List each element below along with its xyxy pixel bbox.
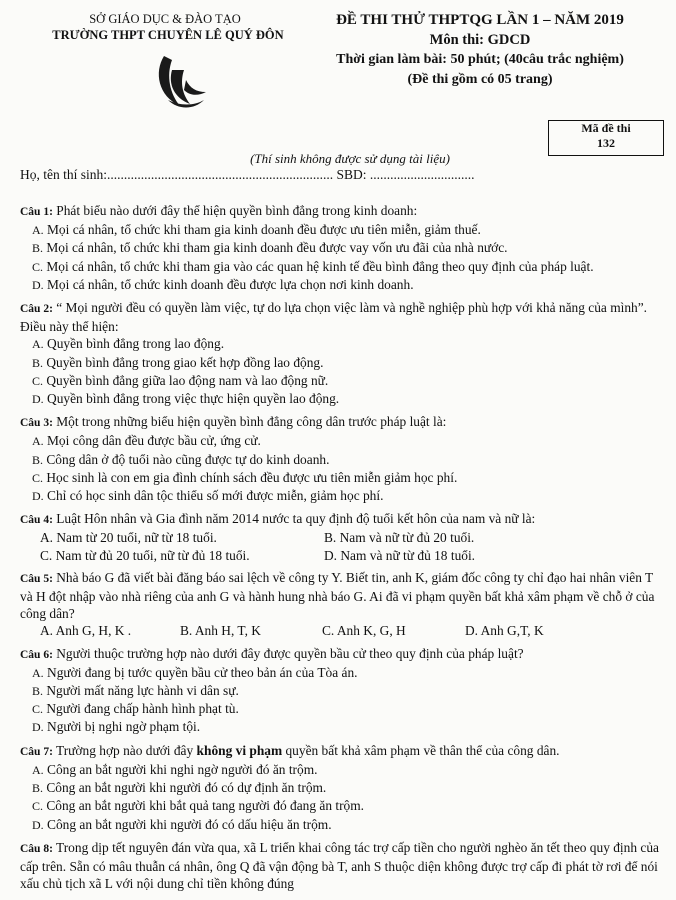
question-label: Câu 1: xyxy=(20,206,53,218)
option-letter: B. xyxy=(32,241,44,256)
question-text: Phát biểu nào dưới đây thể hiện quyền bình đẳng trong kinh doanh: xyxy=(52,203,418,218)
option-2d xyxy=(20,390,668,408)
option-5b xyxy=(180,622,322,639)
school-name: TRƯỜNG THPT CHUYÊN LÊ QUÝ ĐÔN xyxy=(52,28,284,42)
option-letter: A. xyxy=(40,530,54,546)
option-letter: D. xyxy=(465,623,479,639)
option-text: Học sinh là con em gia đình chính sách đều được ưu tiên miễn giảm học phí. xyxy=(43,469,458,485)
option-1b xyxy=(20,239,668,257)
option-text: Chỉ có học sinh dân tộc thiểu số mới được miễn, giảm học phí. xyxy=(43,488,384,504)
option-letter: D. xyxy=(32,720,44,735)
option-letter: A. xyxy=(32,762,44,777)
option-4a xyxy=(40,529,324,546)
option-letter: C. xyxy=(32,702,44,717)
question-8 xyxy=(20,839,668,893)
option-text: Anh H, T, K xyxy=(192,623,261,639)
option-text: Công dân ở độ tuổi nào cũng được tự do kinh doanh. xyxy=(43,451,330,467)
option-text: Quyền bình đẳng trong giao kết hợp đồng lao động. xyxy=(43,354,324,370)
option-text: Anh G, H, K . xyxy=(53,623,132,639)
question-text: Luật Hôn nhân và Gia đình năm 2014 nước ta quy định độ tuổi kết hôn của nam và nữ là: xyxy=(52,511,536,527)
question-label: Câu 4: xyxy=(20,514,53,527)
option-letter: A. xyxy=(32,223,44,238)
option-text: Công an bắt người khi bắt quả tang người đó đang ăn trộm. xyxy=(43,798,365,814)
options-row xyxy=(20,622,668,639)
option-letter: C. xyxy=(322,623,335,639)
option-text: Quyền bình đẳng trong việc thực hiện quyền lao động. xyxy=(43,391,340,407)
question-6 xyxy=(20,645,668,664)
options-row xyxy=(20,547,668,564)
question-text: Một trong những biểu hiện quyền bình đẳng công dân trước pháp luật là: xyxy=(52,414,447,430)
question-label: Câu 6: xyxy=(20,648,53,661)
exam-code-value: 132 xyxy=(597,136,615,150)
question-text: Người thuộc trường hợp nào dưới đây được quyền bầu cử theo quy định của pháp luật? xyxy=(52,645,524,661)
exam-note: (Thí sinh không được sử dụng tài liệu) xyxy=(250,151,450,166)
option-4d xyxy=(324,547,608,564)
option-text: Nam và nữ từ đủ 18 tuổi. xyxy=(337,547,476,563)
question-text: Trong dịp tết nguyên đán vừa qua, xã L triển khai công tác trợ cấp tiền cho người nghèo ăn tết theo quy định của cấp trên. Sẵn có mâu thuẫn cá nhân, ông Q đã vận động bà T, anh S thuộc diện không được trợ cấp đi phát tờ rơi để nói xấu chủ tịch xã L với nội dung chỉ tiền không đúng xyxy=(20,839,659,892)
option-text: Quyền bình đẳng giữa lao động nam và lao động nữ. xyxy=(43,372,329,388)
exam-code-box xyxy=(548,120,664,156)
option-letter: A. xyxy=(32,434,44,449)
option-letter: A. xyxy=(32,337,44,352)
option-text: Quyền bình đẳng trong lao động. xyxy=(43,336,225,352)
question-label: Câu 3: xyxy=(20,417,53,430)
option-6a xyxy=(20,664,668,682)
option-1a xyxy=(20,221,668,239)
questions-area xyxy=(20,202,668,892)
exam-time: Thời gian làm bài: 50 phút; (40câu trắc nghiệm) xyxy=(336,52,624,67)
option-text: Công an bắt người khi nghi ngờ người đó ăn trộm. xyxy=(43,761,318,777)
option-text: Công an bắt người khi người đó có dự định ăn trộm. xyxy=(43,780,327,796)
option-letter: D. xyxy=(324,547,338,563)
option-text: Người đang bị tước quyền bầu cử theo bản án của Tòa án. xyxy=(43,664,358,680)
option-4c xyxy=(40,547,324,564)
exam-pages: (Đề thi gồm có 05 trang) xyxy=(407,72,553,87)
question-label: Câu 7: xyxy=(20,745,53,758)
question-3 xyxy=(20,413,668,432)
option-text: Nam từ 20 tuổi, nữ từ 18 tuổi. xyxy=(53,530,217,546)
student-info-line: Họ, tên thí sinh:................................................................... SBD: ............................... xyxy=(20,167,475,182)
options-row xyxy=(20,529,668,546)
option-2b xyxy=(20,354,668,372)
option-text: Anh K, G, H xyxy=(334,623,406,639)
question-text: Trường hợp nào dưới đây xyxy=(52,742,197,758)
question-1 xyxy=(20,202,668,221)
question-text: Nhà báo G đã viết bài đăng báo sai lệch về công ty Y. Biết tin, anh K, giám đốc công ty chỉ đạo hai nhân viên T và H đột nhập vào nhà riêng của anh G và hành hung nhà báo G. Ai đã vi phạm quyền bất khả xâm phạm về chỗ ở của công dân? xyxy=(20,569,655,622)
option-5a xyxy=(40,622,180,639)
question-text: quyền bất khả xâm phạm về thân thể của công dân. xyxy=(282,742,560,758)
exam-code-label: Mã đề thi xyxy=(581,121,631,135)
option-3d xyxy=(20,487,668,505)
option-letter: D. xyxy=(32,392,44,407)
question-7 xyxy=(20,742,668,761)
question-label: Câu 2: xyxy=(20,303,53,316)
question-5 xyxy=(20,569,668,623)
option-6b xyxy=(20,682,668,700)
option-letter: B. xyxy=(32,684,44,699)
option-1c xyxy=(20,258,668,276)
option-1d xyxy=(20,276,668,294)
option-text: Người đang chấp hành hình phạt tù. xyxy=(43,701,239,717)
option-text: Mọi cá nhân, tổ chức kinh doanh đều được lựa chọn nơi kinh doanh. xyxy=(43,276,414,292)
option-5c xyxy=(322,622,465,639)
option-6c xyxy=(20,700,668,718)
option-text: Mọi công dân đều được bầu cử, ứng cử. xyxy=(43,433,261,449)
option-text: Mọi cá nhân, tổ chức khi tham gia kinh doanh đều được ưu tiên miễn, giảm thuế. xyxy=(43,222,481,238)
option-7c xyxy=(20,797,668,815)
exam-subject: Môn thi: GDCD xyxy=(429,32,531,48)
option-text: Mọi cá nhân, tổ chức khi tham gia kinh doanh đều được vay vốn ưu đãi của nhà nước. xyxy=(43,240,508,256)
option-5d xyxy=(465,622,544,639)
option-3a xyxy=(20,432,668,450)
option-letter: C. xyxy=(32,373,44,388)
question-2 xyxy=(20,299,668,335)
option-7b xyxy=(20,779,668,797)
option-letter: B. xyxy=(32,355,44,370)
option-2a xyxy=(20,335,668,353)
question-label: Câu 5: xyxy=(20,572,53,585)
option-letter: B. xyxy=(32,452,44,467)
option-letter: B. xyxy=(324,530,337,546)
question-emphasis: không vi phạm xyxy=(196,742,283,758)
question-text: “ Mọi người đều có quyền làm việc, tự do lựa chọn việc làm và nghề nghiệp phù hợp với khả năng của mình”. Điều này thể hiện: xyxy=(20,300,648,335)
option-letter: D. xyxy=(32,277,44,292)
option-letter: C. xyxy=(32,799,44,814)
option-letter: D. xyxy=(32,817,44,832)
option-text: Nam và nữ từ đủ 20 tuổi. xyxy=(336,530,475,546)
option-7a xyxy=(20,761,668,779)
option-letter: D. xyxy=(32,489,44,504)
option-letter: C. xyxy=(32,259,44,274)
option-7d xyxy=(20,816,668,834)
option-text: Mọi cá nhân, tổ chức khi tham gia vào các quan hệ kinh tế đều bình đẳng theo quy định của pháp luật. xyxy=(43,258,594,274)
exam-title: ĐỀ THI THỬ THPTQG LẦN 1 – NĂM 2019 xyxy=(336,12,624,28)
option-letter: C. xyxy=(40,547,53,563)
option-letter: B. xyxy=(32,781,44,796)
option-text: Người mất năng lực hành vi dân sự. xyxy=(43,683,239,699)
option-text: Người bị nghi ngờ phạm tội. xyxy=(43,719,201,735)
department-name: SỞ GIÁO DỤC & ĐÀO TẠO xyxy=(89,12,241,26)
option-6d xyxy=(20,718,668,736)
option-text: Công an bắt người khi người đó có dấu hiệu ăn trộm. xyxy=(43,816,332,832)
option-letter: A. xyxy=(40,623,54,639)
school-logo-icon xyxy=(150,50,210,112)
option-3b xyxy=(20,451,668,469)
option-text: Anh G,T, K xyxy=(478,623,544,639)
question-label: Câu 8: xyxy=(20,842,53,855)
option-2c xyxy=(20,372,668,390)
option-3c xyxy=(20,469,668,487)
option-letter: C. xyxy=(32,470,44,485)
option-text: Nam từ đủ 20 tuổi, nữ từ đủ 18 tuổi. xyxy=(52,547,250,563)
option-letter: A. xyxy=(32,665,44,680)
option-letter: B. xyxy=(180,623,193,639)
option-4b xyxy=(324,529,608,546)
question-4 xyxy=(20,510,668,529)
